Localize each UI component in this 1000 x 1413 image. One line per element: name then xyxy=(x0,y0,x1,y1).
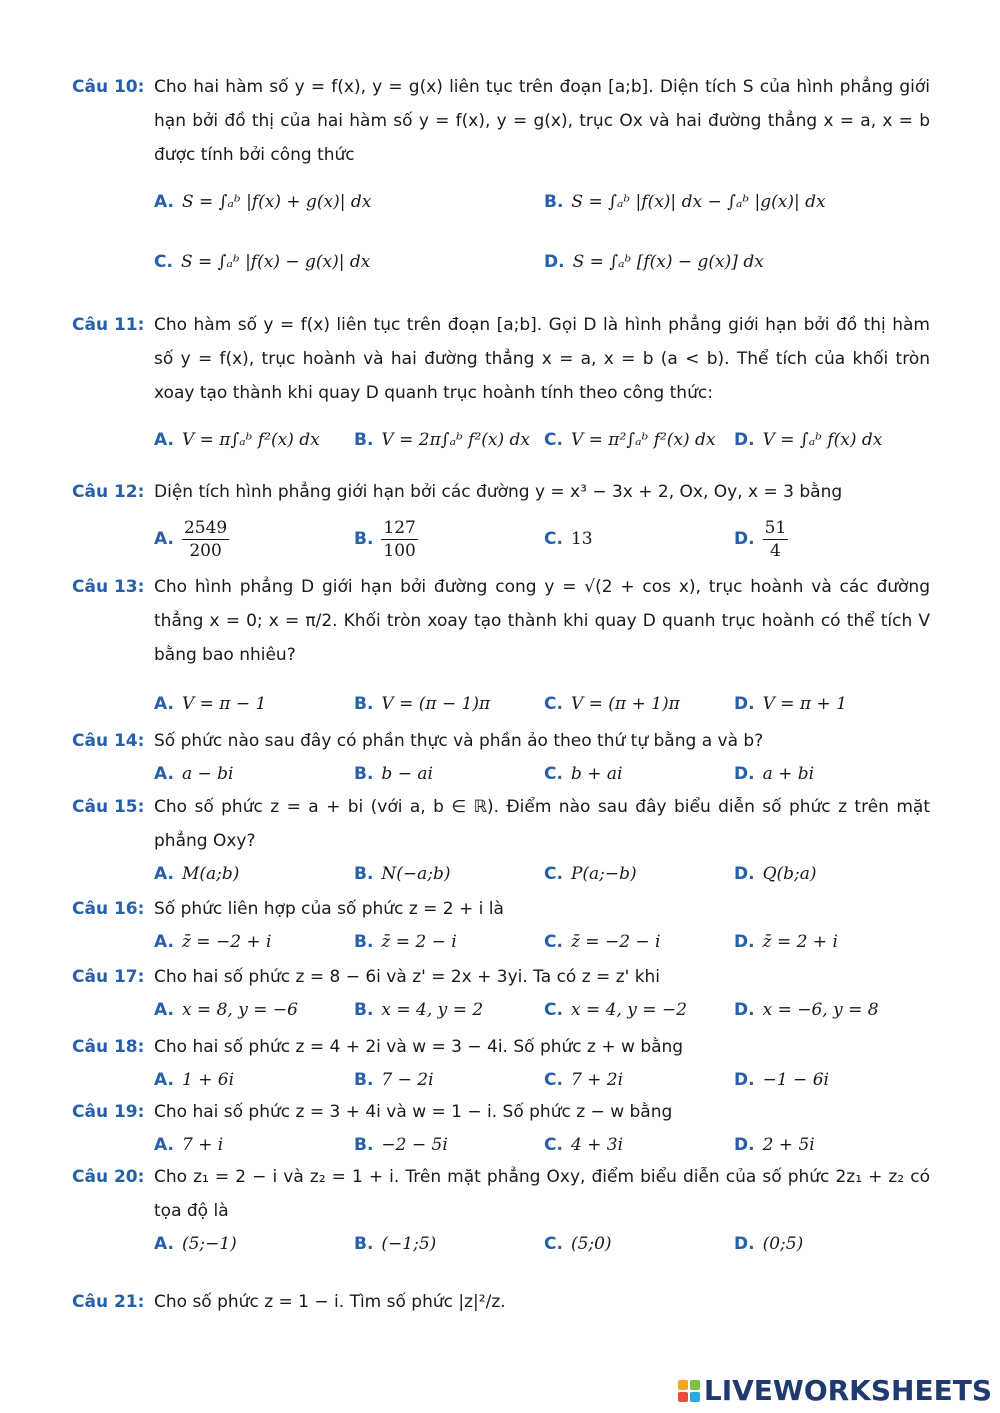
option-b[interactable]: B. z̄ = 2 − i xyxy=(354,932,457,952)
answer-options xyxy=(154,410,930,470)
answer-options xyxy=(154,688,930,720)
option-b[interactable]: B. −2 − 5i xyxy=(354,1135,448,1155)
option-d[interactable]: D. −1 − 6i xyxy=(734,1070,829,1090)
question-text: Cho z₁ = 2 − i và z₂ = 1 + i. Trên mặt phẳng Oxy, điểm biểu diễn của số phức 2z₁ + z₂ có tọa độ là xyxy=(154,1167,930,1221)
option-b[interactable]: B. 7 − 2i xyxy=(354,1070,434,1090)
watermark-text: LIVEWORKSHEETS xyxy=(703,1374,992,1407)
option-c[interactable]: C. 7 + 2i xyxy=(544,1070,624,1090)
answer-options xyxy=(154,509,930,569)
option-c[interactable]: C. 4 + 3i xyxy=(544,1135,624,1155)
question-text: Cho số phức z = 1 − i. Tìm số phức |z|²/z. xyxy=(154,1292,506,1312)
liveworksheets-mark-icon xyxy=(678,1380,700,1402)
question-11 xyxy=(72,308,930,470)
option-a[interactable]: A. a − bi xyxy=(154,764,234,784)
option-b[interactable]: B. x = 4, y = 2 xyxy=(354,1000,484,1020)
question-text: Cho hàm số y = f(x) liên tục trên đoạn [a;b]. Gọi D là hình phẳng giới hạn bởi đồ thị hàm số y = f(x), trục hoành và hai đường thẳng x = a, x = b (a < b). Thể tích của khối tròn xoay tạo thành khi quay D quanh trục hoành tính theo công thức: xyxy=(154,315,930,403)
option-a[interactable]: A. 1 + 6i xyxy=(154,1070,235,1090)
question-text: Số phức nào sau đây có phần thực và phần ảo theo thứ tự bằng a và b? xyxy=(154,731,764,751)
question-text: Cho hai số phức z = 8 − 6i và z' = 2x + 3yi. Ta có z = z' khi xyxy=(154,967,661,987)
question-label: Câu 21: xyxy=(72,1292,145,1312)
question-text: Diện tích hình phẳng giới hạn bởi các đường y = x³ − 3x + 2, Ox, Oy, x = 3 bằng xyxy=(154,482,843,502)
question-21 xyxy=(72,1285,930,1319)
question-label: Câu 16: xyxy=(72,899,145,919)
option-c[interactable]: C. V = π²∫ₐᵇ f²(x) dx xyxy=(544,430,716,450)
question-17 xyxy=(72,960,930,1026)
question-label: Câu 10: xyxy=(72,77,145,97)
answer-options xyxy=(154,172,930,232)
question-text: Cho hai hàm số y = f(x), y = g(x) liên tục trên đoạn [a;b]. Diện tích S của hình phẳng giới hạn bởi đồ thị của hai hàm số y = f(x), y = g(x), trục Ox và hai đường thẳng x = a, x = b được tính bởi công thức xyxy=(154,77,930,165)
question-16 xyxy=(72,892,930,958)
question-label: Câu 20: xyxy=(72,1167,145,1187)
option-b[interactable]: B. S = ∫ₐᵇ |f(x)| dx − ∫ₐᵇ |g(x)| dx xyxy=(544,192,826,212)
answer-options xyxy=(154,1129,930,1161)
question-text: Số phức liên hợp của số phức z = 2 + i là xyxy=(154,899,504,919)
question-12 xyxy=(72,475,930,569)
question-label: Câu 11: xyxy=(72,315,145,335)
option-c[interactable]: C. 13 xyxy=(544,529,593,549)
answer-options xyxy=(154,758,930,790)
liveworksheets-logo xyxy=(678,1374,992,1407)
option-b[interactable]: B. V = 2π∫ₐᵇ f²(x) dx xyxy=(354,430,531,450)
question-label: Câu 14: xyxy=(72,731,145,751)
question-label: Câu 19: xyxy=(72,1102,145,1122)
question-15 xyxy=(72,790,930,890)
option-b[interactable]: B. b − ai xyxy=(354,764,433,784)
option-a[interactable]: A. z̄ = −2 + i xyxy=(154,932,272,952)
option-d[interactable]: D. 2 + 5i xyxy=(734,1135,815,1155)
option-d[interactable]: D. z̄ = 2 + i xyxy=(734,932,838,952)
option-d[interactable]: D. S = ∫ₐᵇ [f(x) − g(x)] dx xyxy=(544,252,764,272)
question-label: Câu 13: xyxy=(72,577,145,597)
option-d[interactable]: D. V = π + 1 xyxy=(734,694,847,714)
question-19 xyxy=(72,1095,930,1161)
option-b[interactable]: B. (−1;5) xyxy=(354,1234,437,1254)
option-a[interactable]: A. $\frac{2549}{200}$ xyxy=(154,517,228,561)
option-a[interactable]: A. V = π − 1 xyxy=(154,694,267,714)
option-a[interactable]: A. x = 8, y = −6 xyxy=(154,1000,298,1020)
question-10 xyxy=(72,70,930,292)
option-d[interactable]: D. x = −6, y = 8 xyxy=(734,1000,879,1020)
option-c[interactable]: C. S = ∫ₐᵇ |f(x) − g(x)| dx xyxy=(154,252,371,272)
question-text: Cho hai số phức z = 3 + 4i và w = 1 − i. Số phức z − w bằng xyxy=(154,1102,673,1122)
option-c[interactable]: C. x = 4, y = −2 xyxy=(544,1000,687,1020)
question-label: Câu 18: xyxy=(72,1037,145,1057)
option-c[interactable]: C. V = (π + 1)π xyxy=(544,694,680,714)
option-d[interactable]: D. V = ∫ₐᵇ f(x) dx xyxy=(734,430,883,450)
question-text: Cho hình phẳng D giới hạn bởi đường cong y = √(2 + cos x), trục hoành và các đường thẳng x = 0; x = π/2. Khối tròn xoay tạo thành khi quay D quanh trục hoành có thể tích V bằng bao nhiêu? xyxy=(154,577,930,665)
option-a[interactable]: A. V = π∫ₐᵇ f²(x) dx xyxy=(154,430,320,450)
answer-options xyxy=(154,926,930,958)
option-d[interactable]: D. (0;5) xyxy=(734,1234,804,1254)
question-14 xyxy=(72,724,930,790)
question-text: Cho số phức z = a + bi (với a, b ∈ ℝ). Điểm nào sau đây biểu diễn số phức z trên mặt phẳng Oxy? xyxy=(154,797,930,851)
answer-options xyxy=(154,1228,930,1260)
option-c[interactable]: C. z̄ = −2 − i xyxy=(544,932,661,952)
answer-options xyxy=(154,1064,930,1096)
question-text: Cho hai số phức z = 4 + 2i và w = 3 − 4i. Số phức z + w bằng xyxy=(154,1037,684,1057)
option-c[interactable]: C. b + ai xyxy=(544,764,623,784)
answer-options xyxy=(154,858,930,890)
question-13 xyxy=(72,570,930,720)
option-b[interactable]: B. V = (π − 1)π xyxy=(354,694,491,714)
option-a[interactable]: A. M(a;b) xyxy=(154,864,240,884)
answer-options xyxy=(154,232,930,292)
question-20 xyxy=(72,1160,930,1260)
option-b[interactable]: B. N(−a;b) xyxy=(354,864,451,884)
option-d[interactable]: D. $\frac{51}{4}$ xyxy=(734,517,787,561)
question-18 xyxy=(72,1030,930,1096)
option-b[interactable]: B. $\frac{127}{100}$ xyxy=(354,517,416,561)
option-c[interactable]: C. P(a;−b) xyxy=(544,864,637,884)
option-c[interactable]: C. (5;0) xyxy=(544,1234,612,1254)
answer-options xyxy=(154,994,930,1026)
option-d[interactable]: D. a + bi xyxy=(734,764,815,784)
option-a[interactable]: A. 7 + i xyxy=(154,1135,224,1155)
question-label: Câu 15: xyxy=(72,797,145,817)
question-label: Câu 17: xyxy=(72,967,145,987)
question-label: Câu 12: xyxy=(72,482,145,502)
option-a[interactable]: A. S = ∫ₐᵇ |f(x) + g(x)| dx xyxy=(154,192,372,212)
option-a[interactable]: A. (5;−1) xyxy=(154,1234,237,1254)
option-d[interactable]: D. Q(b;a) xyxy=(734,864,817,884)
